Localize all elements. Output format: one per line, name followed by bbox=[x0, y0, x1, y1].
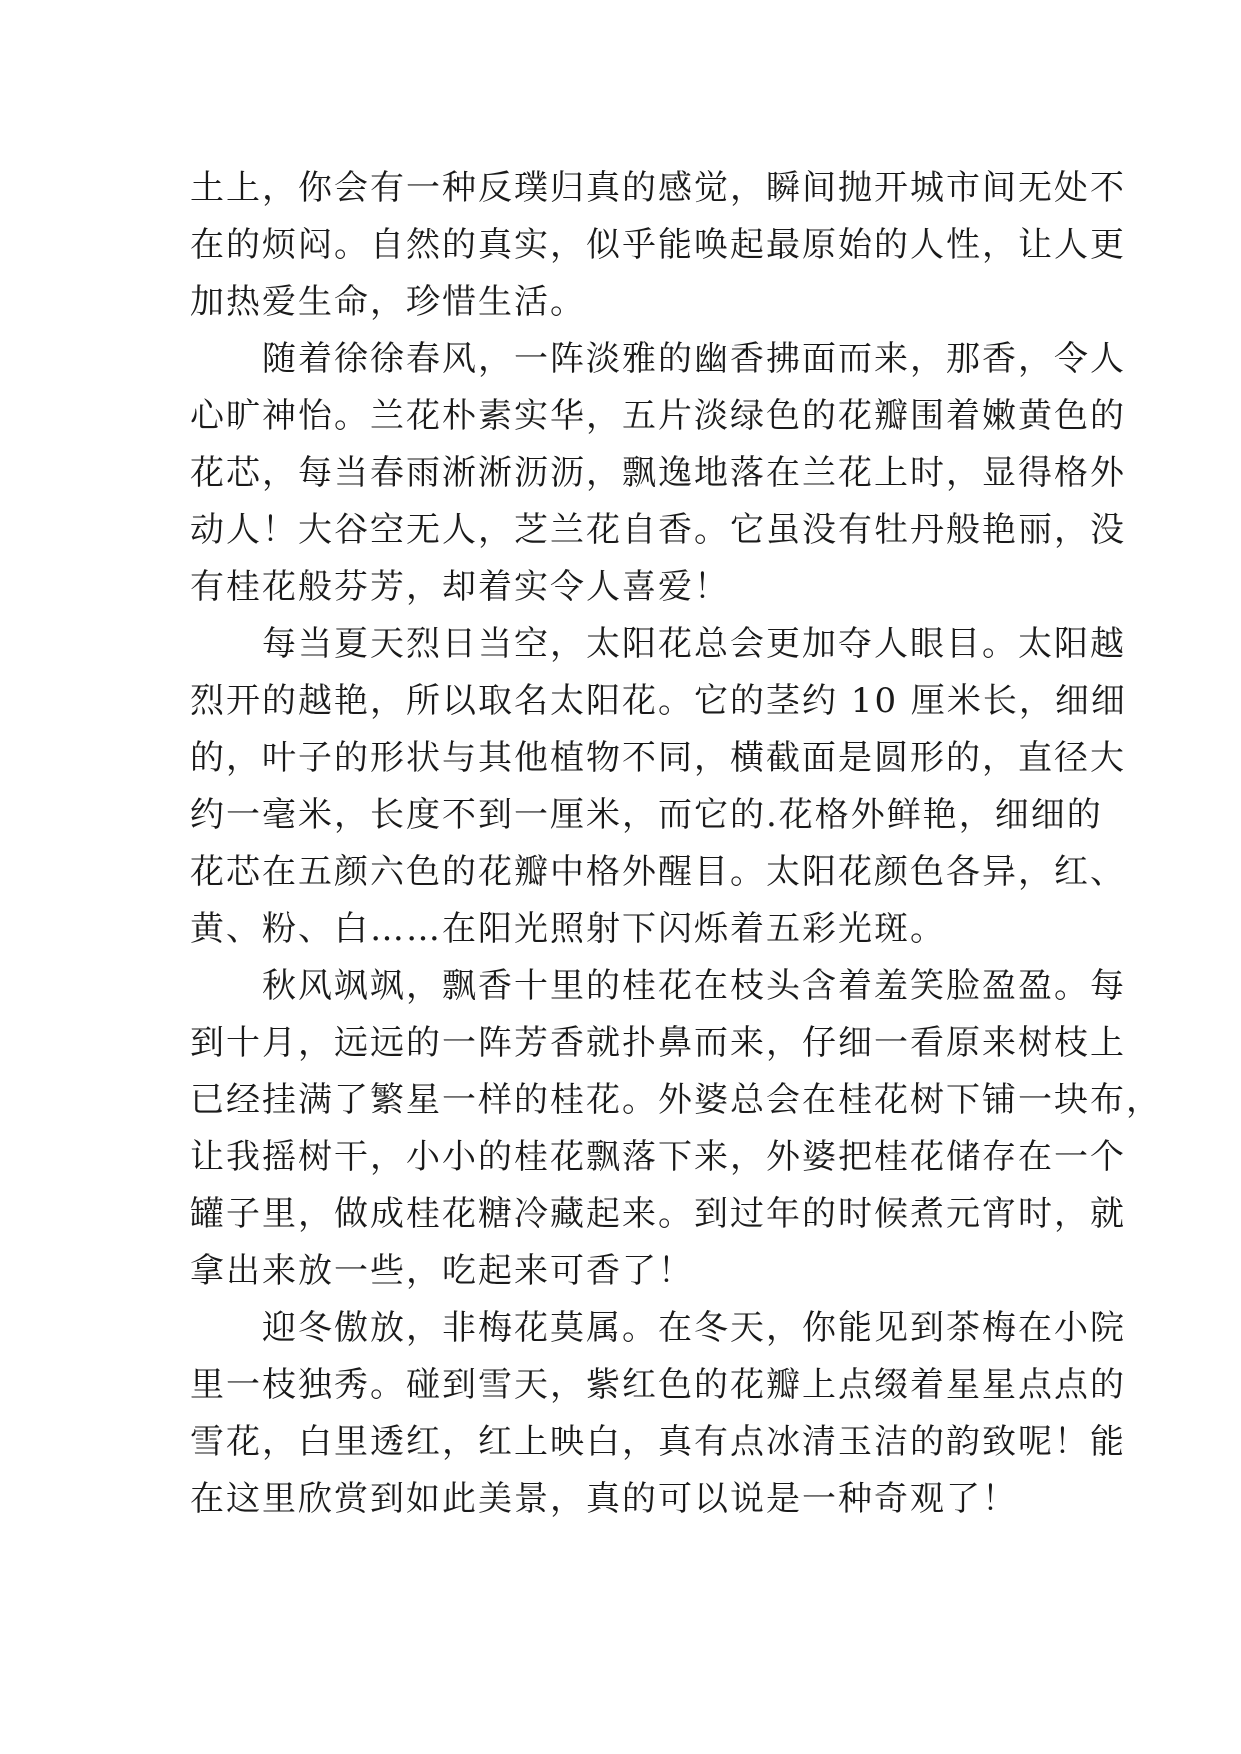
text-line: 在这里欣赏到如此美景，真的可以说是一种奇观了！ bbox=[190, 1479, 1018, 1519]
document-body bbox=[190, 160, 1162, 1528]
text-line: 已经挂满了繁星一样的桂花。外婆总会在桂花树下铺一块布， bbox=[190, 1080, 1162, 1120]
text-line: 烈开的越艳，所以取名太阳花。它的茎约 10 厘米长，细细 bbox=[190, 681, 1127, 721]
text-line: 让我摇树干，小小的桂花飘落下来，外婆把桂花储存在一个 bbox=[190, 1137, 1126, 1177]
paragraph-5 bbox=[190, 1300, 1126, 1528]
paragraph-1 bbox=[190, 160, 1126, 331]
text-line: 到十月，远远的一阵芳香就扑鼻而来，仔细一看原来树枝上 bbox=[190, 1023, 1126, 1063]
paragraph-2 bbox=[190, 331, 1126, 616]
text-line: 土上，你会有一种反璞归真的感觉，瞬间抛开城市间无处不 bbox=[190, 168, 1126, 208]
paragraph-4 bbox=[190, 958, 1162, 1300]
text-line: 每当夏天烈日当空，太阳花总会更加夺人眼目。太阳越 bbox=[190, 624, 1126, 664]
text-line: 黄、粉、白……在阳光照射下闪烁着五彩光斑。 bbox=[190, 909, 946, 949]
text-line: 有桂花般芬芳，却着实令人喜爱！ bbox=[190, 567, 730, 607]
text-line: 的，叶子的形状与其他植物不同，横截面是圆形的，直径大 bbox=[190, 738, 1126, 778]
paragraph-3 bbox=[190, 616, 1127, 958]
text-line: 动人！大谷空无人，芝兰花自香。它虽没有牡丹般艳丽，没 bbox=[190, 510, 1126, 550]
text-line: 罐子里，做成桂花糖冷藏起来。到过年的时候煮元宵时，就 bbox=[190, 1194, 1126, 1234]
text-line: 拿出来放一些，吃起来可香了！ bbox=[190, 1251, 694, 1291]
text-line: 里一枝独秀。碰到雪天，紫红色的花瓣上点缀着星星点点的 bbox=[190, 1365, 1126, 1405]
text-line: 秋风飒飒，飘香十里的桂花在枝头含着羞笑脸盈盈。每 bbox=[190, 966, 1126, 1006]
text-line: 约一毫米，长度不到一厘米，而它的.花格外鲜艳，细细的 bbox=[190, 795, 1103, 835]
text-line: 雪花，白里透红，红上映白，真有点冰清玉洁的韵致呢！能 bbox=[190, 1422, 1126, 1462]
text-line: 花芯，每当春雨淅淅沥沥，飘逸地落在兰花上时，显得格外 bbox=[190, 453, 1126, 493]
text-line: 随着徐徐春风，一阵淡雅的幽香拂面而来，那香，令人 bbox=[190, 339, 1126, 379]
text-line: 心旷神怡。兰花朴素实华，五片淡绿色的花瓣围着嫩黄色的 bbox=[190, 396, 1126, 436]
text-line: 迎冬傲放，非梅花莫属。在冬天，你能见到茶梅在小院 bbox=[190, 1308, 1126, 1348]
text-line: 加热爱生命，珍惜生活。 bbox=[190, 282, 586, 322]
text-line: 花芯在五颜六色的花瓣中格外醒目。太阳花颜色各异，红、 bbox=[190, 852, 1126, 892]
text-line: 在的烦闷。自然的真实，似乎能唤起最原始的人性，让人更 bbox=[190, 225, 1126, 265]
